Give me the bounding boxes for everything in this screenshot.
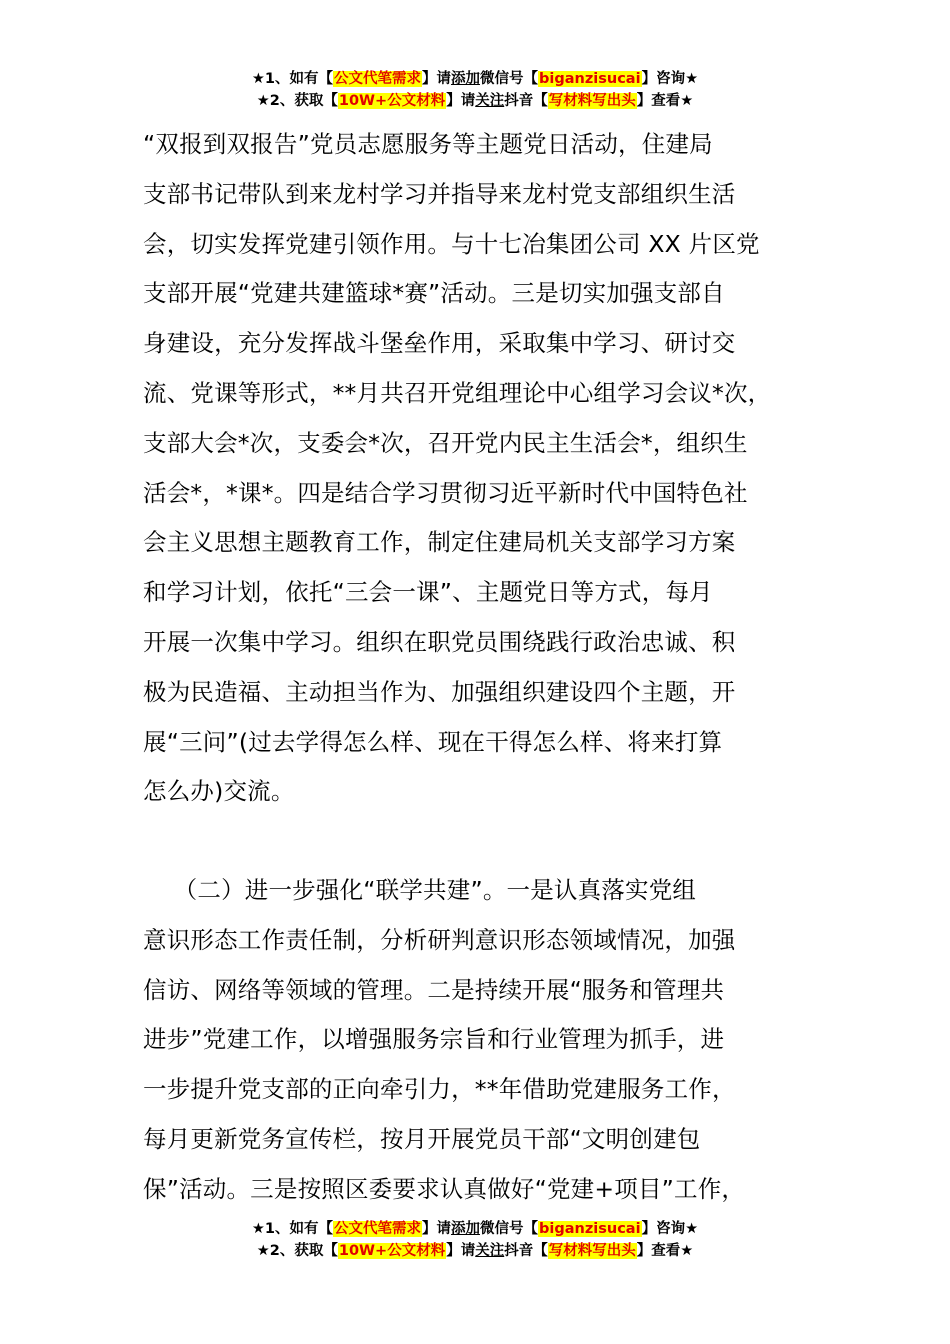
text-line: 会主义思想主题教育工作，制定住建局机关支部学习方案 [143,528,736,557]
banner-text: 】查看★ [636,1243,694,1259]
text-line: 身建设，充分发挥战斗堡垒作用，采取集中学习、研讨交 [143,329,736,358]
banner-text: 】请 [422,1221,452,1237]
banner-emphasis: 关注 [475,93,505,109]
banner-text: 】请 [422,71,452,87]
text-line: 保”活动。三是按照区委要求认真做好“党建+项目”工作， [143,1174,746,1203]
banner-text: 微信号【 [480,1221,539,1237]
banner-text: 抖音【 [504,93,548,109]
text-line: 每月更新党务宣传栏，按月开展党员干部“文明创建包 [143,1124,701,1153]
banner-line-1 [0,68,950,90]
banner-line-2 [0,1240,950,1262]
banner-text: 】咨询★ [641,71,699,87]
banner-emphasis: 添加 [451,1221,481,1237]
banner-text: ★1、如有【 [251,1221,334,1237]
banner-douyin-id: 写材料写出头 [548,1243,636,1259]
text-line: （二）进一步强化“联学共建”。一是认真落实党组 [143,876,697,904]
banner-highlight: 10W+公文材料 [338,1243,446,1259]
banner-line-2 [0,90,950,112]
banner-emphasis: 添加 [451,71,481,87]
banner-text: 微信号【 [480,71,539,87]
text-line: 意识形态工作责任制，分析研判意识形态领域情况，加强 [143,925,736,954]
banner-douyin-id: 写材料写出头 [548,93,636,109]
banner-text: ★2、获取【 [256,93,338,109]
banner-text: ★1、如有【 [251,71,334,87]
text-line: 支部书记带队到来龙村学习并指导来龙村党支部组织生活 [143,179,736,208]
header-banner [0,68,950,112]
banner-text: 】请 [446,93,476,109]
text-line: 流、党课等形式，**月共召开党组理论中心组学习会议*次， [143,378,772,407]
text-line: 会，切实发挥党建引领作用。与十七冶集团公司 XX 片区党 [143,229,760,258]
text-line: 支部开展“党建共建篮球*赛”活动。三是切实加强支部自 [143,279,725,308]
text-line: 活会*，*课*。四是结合学习贯彻习近平新时代中国特色社 [143,478,748,507]
text-line: 开展一次集中学习。组织在职党员围绕践行政治忠诚、积 [143,627,736,656]
banner-wechat-id: biganzisucai [539,1221,641,1237]
text-line: 一步提升党支部的正向牵引力，**年借助党建服务工作， [143,1075,736,1104]
paragraph-2 [143,866,843,1215]
footer-banner [0,1218,950,1262]
banner-line-1 [0,1218,950,1240]
text-line: “双报到双报告”党员志愿服务等主题党日活动，住建局 [143,130,713,158]
banner-wechat-id: biganzisucai [539,71,641,87]
text-line: 和学习计划，依托“三会一课”、主题党日等方式，每月 [143,578,713,607]
banner-text: 】请 [446,1243,476,1259]
banner-emphasis: 关注 [475,1243,505,1259]
banner-text: 抖音【 [504,1243,548,1259]
text-line: 信访、网络等领域的管理。二是持续开展“服务和管理共 [143,975,725,1004]
text-line: 支部大会*次，支委会*次，召开党内民主生活会*，组织生 [143,428,748,457]
banner-text: 】咨询★ [641,1221,699,1237]
text-line: 进步”党建工作，以增强服务宗旨和行业管理为抓手，进 [143,1025,725,1054]
text-line: 极为民造福、主动担当作为、加强组织建设四个主题，开 [143,677,736,706]
paragraph-1 [143,120,843,817]
text-line: 怎么办)交流。 [143,777,295,806]
banner-text: 】查看★ [636,93,694,109]
banner-highlight: 10W+公文材料 [338,93,446,109]
banner-highlight: 公文代笔需求 [334,1221,422,1237]
banner-text: ★2、获取【 [256,1243,338,1259]
text-line: 展“三问”(过去学得怎么样、现在干得怎么样、将来打算 [143,727,723,756]
banner-highlight: 公文代笔需求 [334,71,422,87]
